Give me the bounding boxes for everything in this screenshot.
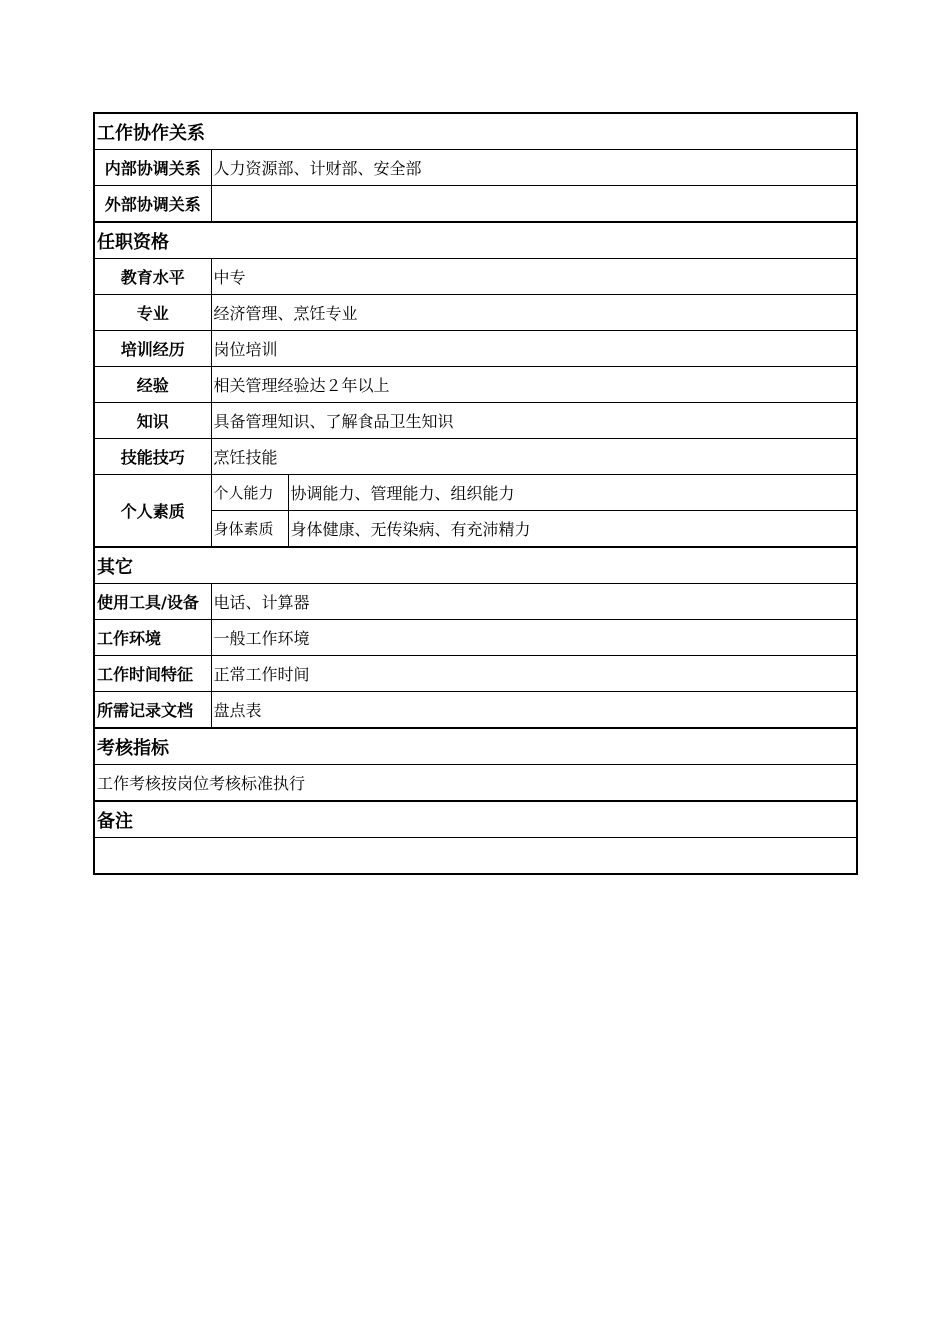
row-skills (94, 439, 857, 475)
environment-label: 工作环境 (94, 620, 211, 656)
external-coordination-label: 外部协调关系 (94, 186, 211, 223)
section-row-other (94, 547, 857, 584)
physical-value: 身体健康、无传染病、有充沛精力 (288, 511, 857, 548)
ability-label: 个人能力 (211, 475, 288, 511)
tools-value: 电话、计算器 (211, 584, 857, 620)
row-tools (94, 584, 857, 620)
row-internal-coordination (94, 150, 857, 186)
internal-coordination-value: 人力资源部、计财部、安全部 (211, 150, 857, 186)
physical-label: 身体素质 (211, 511, 288, 548)
experience-value: 相关管理经验达２年以上 (211, 367, 857, 403)
work-time-label: 工作时间特征 (94, 656, 211, 692)
row-education (94, 259, 857, 295)
knowledge-label: 知识 (94, 403, 211, 439)
education-value: 中专 (211, 259, 857, 295)
training-label: 培训经历 (94, 331, 211, 367)
row-assessment-value (94, 765, 857, 802)
major-value: 经济管理、烹饪专业 (211, 295, 857, 331)
row-training (94, 331, 857, 367)
row-environment (94, 620, 857, 656)
section-row-remarks (94, 801, 857, 838)
skills-label: 技能技巧 (94, 439, 211, 475)
section-title-remarks: 备注 (94, 801, 857, 838)
environment-value: 一般工作环境 (211, 620, 857, 656)
major-label: 专业 (94, 295, 211, 331)
section-row-cooperation (94, 113, 857, 150)
job-description-table (93, 112, 858, 875)
skills-value: 烹饪技能 (211, 439, 857, 475)
row-experience (94, 367, 857, 403)
education-label: 教育水平 (94, 259, 211, 295)
knowledge-value: 具备管理知识、了解食品卫生知识 (211, 403, 857, 439)
row-knowledge (94, 403, 857, 439)
row-external-coordination (94, 186, 857, 223)
personal-quality-label: 个人素质 (94, 475, 211, 548)
row-major (94, 295, 857, 331)
row-personal-ability (94, 475, 857, 511)
records-value: 盘点表 (211, 692, 857, 729)
records-label: 所需记录文档 (94, 692, 211, 729)
row-remarks-value (94, 838, 857, 875)
training-value: 岗位培训 (211, 331, 857, 367)
internal-coordination-label: 内部协调关系 (94, 150, 211, 186)
tools-label: 使用工具/设备 (94, 584, 211, 620)
section-title-qualifications: 任职资格 (94, 222, 857, 259)
row-records (94, 692, 857, 729)
section-title-assessment: 考核指标 (94, 728, 857, 765)
row-work-time (94, 656, 857, 692)
section-row-qualifications (94, 222, 857, 259)
remarks-value (94, 838, 857, 875)
work-time-value: 正常工作时间 (211, 656, 857, 692)
ability-value: 协调能力、管理能力、组织能力 (288, 475, 857, 511)
section-title-cooperation: 工作协作关系 (94, 113, 857, 150)
experience-label: 经验 (94, 367, 211, 403)
external-coordination-value (211, 186, 857, 223)
assessment-value: 工作考核按岗位考核标准执行 (94, 765, 857, 802)
section-title-other: 其它 (94, 547, 857, 584)
section-row-assessment (94, 728, 857, 765)
